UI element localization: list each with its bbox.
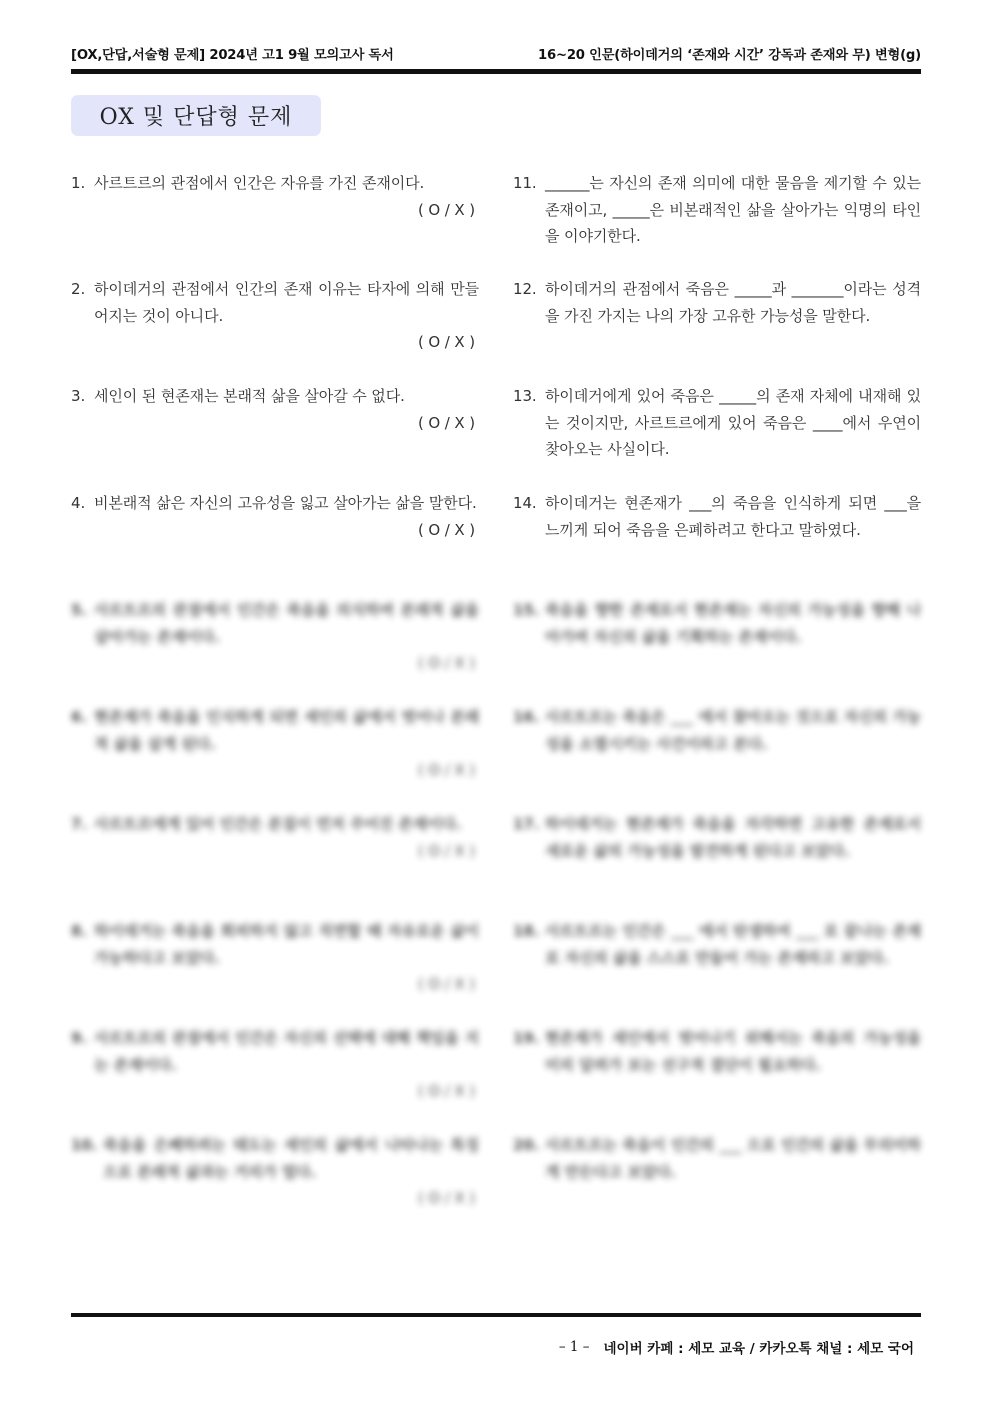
footer-contact: 네이버 카페 : 세모 교육 / 카카오톡 채널 : 세모 국어 (603, 1341, 914, 1357)
question-text: 세인이 된 현존재는 본래적 삶을 살아갈 수 없다. (94, 387, 405, 405)
question-number: 3. (71, 387, 86, 405)
question-item (71, 1132, 479, 1212)
question-number: 17. (513, 815, 540, 833)
question-item (71, 490, 479, 543)
question-text: 현존재가 죽음을 인식하게 되면 세인의 삶에서 벗어나 본래적 삶을 살게 된다. (94, 708, 479, 753)
question-number: 4. (71, 494, 86, 512)
question-text: 하이데거는 현존재가 ___의 죽음을 인식하게 되면 ___을 느끼게 되어 죽음을 은폐하려고 한다고 말하였다. (545, 494, 921, 539)
ox-answer-marker[interactable]: ( O / X ) (417, 413, 475, 432)
ox-answer-marker[interactable]: ( O / X ) (417, 654, 475, 672)
question-number: 10. (71, 1136, 98, 1154)
header-right-title: 16~20 인문(하이데거의 ‘존재와 시간’ 강독과 존재와 무) 변형(g) (538, 47, 921, 63)
question-item (71, 918, 479, 998)
question-text: 하이데거는 현존재가 죽음을 자각하면 고유한 존재로서 새로운 삶의 가능성을 발견하게 된다고 보았다. (545, 815, 921, 860)
question-item (513, 490, 921, 543)
question-number: 20. (513, 1136, 540, 1154)
question-text: 비본래적 삶은 자신의 고유성을 잃고 살아가는 삶을 말한다. (94, 494, 477, 512)
ox-answer-marker[interactable]: ( O / X ) (417, 333, 475, 351)
header-divider (71, 69, 921, 74)
question-text: 하이데거는 죽음을 회피하지 않고 직면할 때 자유로운 삶이 가능하다고 보았다. (94, 922, 479, 967)
question-text: 하이데거에게 있어 죽음은 _____의 존재 자체에 내재해 있는 것이지만, 사르트르에게 있어 죽음은 ____에서 우연이 찾아오는 사실이다. (545, 387, 921, 458)
question-item (513, 276, 921, 329)
page-footer (559, 1336, 914, 1358)
question-number: 18. (513, 922, 540, 940)
question-item (513, 704, 921, 757)
question-text: 사르트르는 죽음은 ___ 에서 찾아오는 것으로 자신의 가능성을 소멸시키는 사건이라고 본다. (545, 708, 921, 753)
question-item (71, 1025, 479, 1105)
question-item (71, 597, 479, 677)
ox-answer-marker[interactable]: ( O / X ) (417, 761, 475, 779)
question-number: 16. (513, 708, 540, 726)
question-text: 현존재가 세인에서 벗어나기 위해서는 죽음의 가능성을 미리 달려가 보는 선구적 결단이 필요하다. (545, 1029, 921, 1074)
question-number: 6. (71, 708, 87, 726)
question-text: 사르트르에게 있어 인간은 본질이 먼저 주어진 존재이다. (94, 815, 462, 833)
ox-answer-marker[interactable]: ( O / X ) (417, 200, 475, 219)
ox-answer-marker[interactable]: ( O / X ) (417, 1189, 475, 1207)
question-number: 14. (513, 494, 537, 512)
question-text: ______는 자신의 존재 의미에 대한 물음을 제기할 수 있는 존재이고, _____은 비본래적인 삶을 살아가는 익명의 타인을 이야기한다. (545, 174, 921, 245)
question-text: 사르트르는 인간은 ___ 에서 탄생하여 ___ 로 끝나는 존재로 자신의 삶을 스스로 만들어 가는 존재라고 보았다. (545, 922, 921, 967)
header-left-title: [OX,단답,서술형 문제] 2024년 고1 9월 모의고사 독서 (71, 47, 394, 63)
footer-divider (71, 1313, 921, 1317)
question-number: 13. (513, 387, 537, 405)
question-item (513, 1025, 921, 1078)
question-text: 사르트르의 관점에서 인간은 자신의 선택에 대해 책임을 지는 존재이다. (94, 1029, 479, 1074)
question-item (71, 811, 479, 864)
question-number: 7. (71, 815, 87, 833)
question-number: 15. (513, 601, 540, 619)
question-item (71, 276, 479, 356)
ox-answer-marker[interactable]: ( O / X ) (417, 1082, 475, 1100)
question-item (513, 383, 921, 463)
question-item (71, 704, 479, 784)
question-text: 죽음을 은폐하려는 태도는 세인의 삶에서 나타나는 특징으로 본래적 삶과는 거리가 멀다. (103, 1136, 479, 1181)
question-text: 사르트르의 관점에서 인간은 죽음을 의식하며 본래적 삶을 살아가는 존재이다. (94, 601, 479, 646)
question-number: 2. (71, 280, 86, 298)
question-number: 9. (71, 1029, 87, 1047)
question-text: 하이데거의 관점에서 인간의 존재 이유는 타자에 의해 만들어지는 것이 아니다. (94, 280, 479, 325)
ox-answer-marker[interactable]: ( O / X ) (417, 841, 475, 860)
question-number: 5. (71, 601, 87, 619)
question-text: 사르트르의 관점에서 인간은 자유를 가진 존재이다. (94, 174, 425, 192)
question-number: 12. (513, 280, 537, 298)
question-number: 8. (71, 922, 87, 940)
question-item (513, 918, 921, 971)
section-title: OX 및 단답형 문제 (71, 95, 321, 136)
question-number: 11. (513, 174, 537, 192)
question-number: 1. (71, 174, 86, 192)
question-text: 죽음을 향한 존재로서 현존재는 자신의 가능성을 향해 나아가며 자신의 삶을 기획하는 존재이다. (545, 601, 921, 646)
question-item (71, 170, 479, 223)
question-item (513, 170, 921, 250)
question-item (513, 811, 921, 864)
question-text: 사르트르는 죽음이 인간의 ___ 으로 인간의 삶을 무의미하게 만든다고 보았다. (545, 1136, 921, 1181)
question-item (513, 597, 921, 650)
ox-answer-marker[interactable]: ( O / X ) (417, 975, 475, 993)
question-text: 하이데거의 관점에서 죽음은 _____과 _______이라는 성격을 가진 가지는 나의 가장 고유한 가능성을 말한다. (545, 280, 921, 325)
page-header (71, 40, 921, 66)
question-item (513, 1132, 921, 1185)
ox-answer-marker[interactable]: ( O / X ) (417, 520, 475, 539)
question-number: 19. (513, 1029, 540, 1047)
page-number: – 1 – (558, 1339, 590, 1355)
question-item (71, 383, 479, 436)
